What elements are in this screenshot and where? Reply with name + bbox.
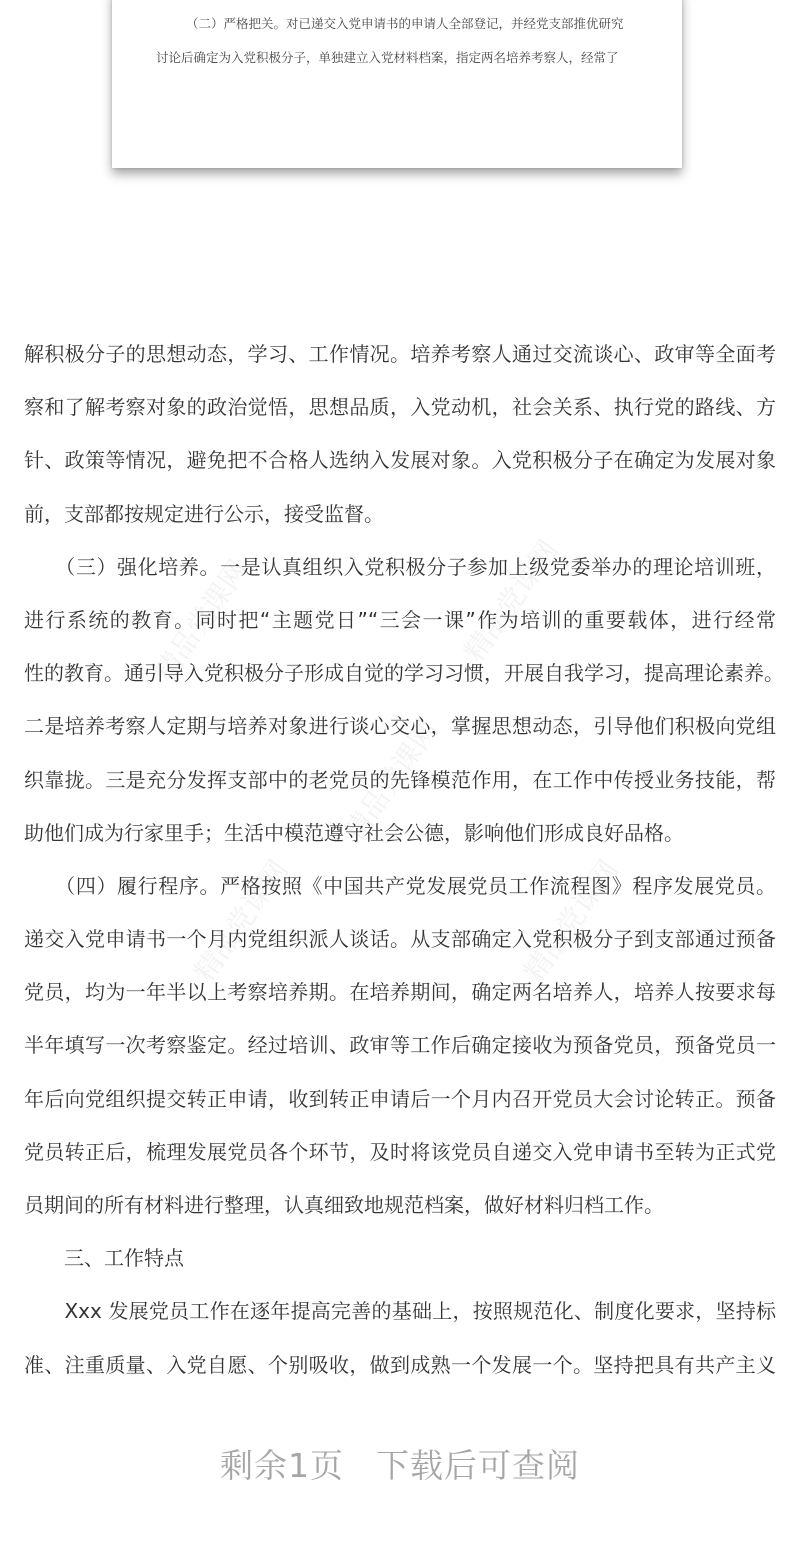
text-line: 性的教育。通引导入党积极分子形成自觉的学习习惯，开展自我学习，提高理论素养。 — [24, 661, 784, 686]
watermark: 精品党课网 — [187, 854, 295, 988]
preview-page-card — [112, 0, 682, 168]
text-line: 进行系统的教育。同时把“主题党日”“三会一课”作为培训的重要载体，进行经常 — [24, 607, 776, 632]
text-line: 前，支部都按规定进行公示，接受监督。 — [24, 501, 384, 526]
text-line: 二是培养考察人定期与培养对象进行谈心交心，掌握思想动态，引导他们积极向党组 — [24, 714, 776, 739]
text-line: （三）强化培养。一是认真组织入党积极分子参加上级党委举办的理论培训班， — [24, 554, 776, 579]
card-line: 讨论后确定为入党积极分子，单独建立入党材料档案，指定两名培养考察人，经常了 — [156, 50, 619, 65]
text-line: 三、工作特点 — [24, 1246, 184, 1271]
text-line: 针、政策等情况，避免把不合格人选纳入发展对象。入党积极分子在确定为发展对象 — [24, 448, 776, 473]
text-line: Xxx 发展党员工作在逐年提高完善的基础上，按照规范化、制度化要求，坚持标 — [24, 1299, 776, 1324]
document-body — [24, 336, 784, 1400]
text-line: 准、注重质量、入党自愿、个别吸收，做到成熟一个发展一个。坚持把具有共产主义 — [24, 1352, 776, 1377]
text-line: 解积极分子的思想动态，学习、工作情况。培养考察人通过交流谈心、政审等全面考 — [24, 342, 776, 366]
text-line: 察和了解考察对象的政治觉悟，思想品质，入党动机，社会关系、执行党的路线、方 — [24, 395, 776, 420]
text-line: 助他们成为行家里手；生活中模范遵守社会公德，影响他们形成良好品格。 — [24, 820, 684, 845]
watermark: 精品党课网 — [457, 534, 565, 668]
text-line: 党员，均为一年半以上考察培养期。在培养期间，确定两名培养人，培养人按要求每 — [24, 980, 776, 1005]
download-hint-label: 下载后可查阅 — [376, 1446, 580, 1485]
text-line: 员期间的所有材料进行整理，认真细致地规范档案，做好材料归档工作。 — [24, 1193, 664, 1217]
text-line: （四）履行程序。严格按照《中国共产党发展党员工作流程图》程序发展党员。 — [24, 873, 776, 898]
watermark: 精品党课网 — [337, 714, 445, 848]
remaining-pages-label: 剩余1页 — [220, 1446, 344, 1485]
text-line: 党员转正后，梳理发展党员各个环节，及时将该党员自递交入党申请书至转为正式党 — [24, 1139, 776, 1164]
download-prompt[interactable] — [0, 1440, 800, 1487]
card-line: （二）严格把关。对已递交入党申请书的申请人全部登记，并经党支部推优研究 — [186, 16, 624, 31]
text-line: 递交入党申请书一个月内党组织派人谈话。从支部确定入党积极分子到支部通过预备 — [24, 927, 776, 952]
watermark: 精品党课网 — [147, 554, 255, 688]
text-line: 半年填写一次考察鉴定。经过培训、政审等工作后确定接收为预备党员，预备党员一 — [24, 1033, 776, 1058]
text-line: 年后向党组织提交转正申请，收到转正申请后一个月内召开党员大会讨论转正。预备 — [24, 1086, 776, 1111]
watermark: 精品党课网 — [517, 854, 625, 988]
text-line: 织靠拢。三是充分发挥支部中的老党员的先锋模范作用，在工作中传授业务技能，帮 — [24, 767, 776, 792]
